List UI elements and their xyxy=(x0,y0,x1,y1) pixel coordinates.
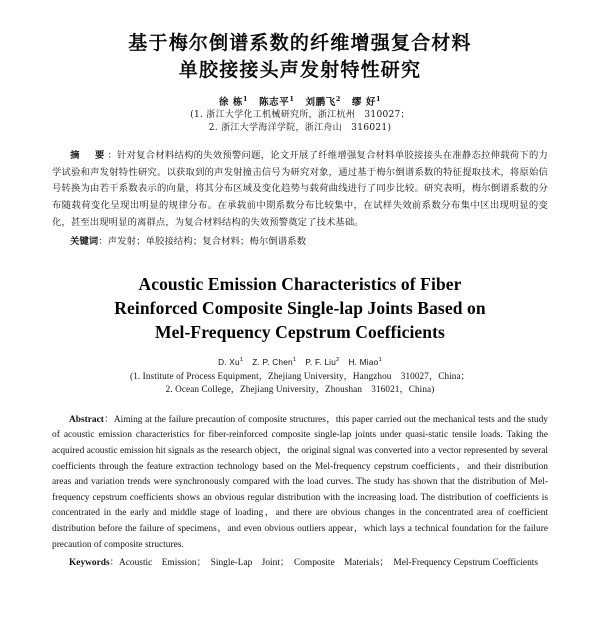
chinese-affiliation-2: 2. 浙江大学海洋学院，浙江舟山 316021) xyxy=(208,123,392,134)
english-abstract-body: ：Aiming at the failure precaution of composite structures，this paper carried out the mechanical tests and the study of acoustic emission characteristics for fiber-reinforced composite single-lap joints under quasi-static tensile loads. Taking the acquired acoustic emission hit signals as the research object，the original signal was converted into a vector represented by several coefficients through the feature extraction technology based on the Mel-frequency cepstrum coefficients，and their distribution areas and variation trends were synchronously compared with the load curves. The study has shown that the distribution of Mel-frequency cepstrum coefficients shows an obvious regular distribution with the increasing load. The distribution of coefficients is concentrated in the early and middle stage of loading，and there are obvious changes in the concentrated area of coefficient distribution before the failure of specimens，and even obvious outliers appear，which lays a technical foundation for the failure precaution of composite structures. xyxy=(52,414,548,550)
chinese-title xyxy=(52,30,548,84)
chinese-title-line-1: 基于梅尔倒谱系数的纤维增强复合材料 xyxy=(128,32,472,54)
chinese-abstract-label: 摘 要 xyxy=(70,150,108,162)
chinese-author-3-affiliation-marker: 2 xyxy=(335,95,341,103)
chinese-affiliations xyxy=(52,109,548,135)
chinese-abstract xyxy=(52,148,548,231)
english-author-3: P. F. Liu xyxy=(305,356,337,367)
chinese-keywords-body: ：声发射；单胶接结构；复合材料；梅尔倒谱系数 xyxy=(98,236,307,248)
english-abstract-label: Abstract xyxy=(69,414,104,425)
english-author-1-affiliation-marker: 1 xyxy=(239,357,244,364)
english-author-2-affiliation-marker: 1 xyxy=(292,357,297,364)
chinese-author-2: 陈志平 xyxy=(259,97,290,109)
chinese-abstract-body: ：针对复合材料结构的失效预警问题，论文开展了纤维增强复合材料单胶接接头在准静态拉伸载荷下的力学试验和声发射特性研究。以获取到的声发射撞击信号为研究对象，通过基于梅尔倒谱系数的特征提取技术，将原始信号转换为由若干系数表示的向量，将其分布区域及变化趋势与载荷曲线进行了同步比较。研究表明，梅尔倒谱系数的分布随载荷变化呈现出明显的规律分布。在承载前中期系数分布比较集中，在试样失效前系数分布集中区出现明显的变化，甚至出现明显的离群点，为复合材料结构的失效预警奠定了技术基础。 xyxy=(52,150,548,228)
chinese-author-1: 徐 栋 xyxy=(218,97,243,109)
english-title-line-1: Acoustic Emission Characteristics of Fiber xyxy=(138,274,462,295)
english-keywords xyxy=(52,556,548,572)
chinese-author-4: 缪 好 xyxy=(351,97,377,109)
english-title-line-2: Reinforced Composite Single-lap Joints Based on xyxy=(114,298,486,319)
english-author-4-affiliation-marker: 1 xyxy=(378,357,382,364)
english-author-3-affiliation-marker: 2 xyxy=(336,357,340,364)
english-title-line-3: Mel-Frequency Cepstrum Coefficients xyxy=(155,322,445,343)
chinese-author-3: 刘鹏飞 xyxy=(305,97,336,109)
english-affiliation-1: (1. Institute of Process Equipment，Zhejiang University，Hangzhou 310027，China； xyxy=(130,370,470,381)
chinese-author-1-affiliation-marker: 1 xyxy=(242,95,249,103)
english-affiliations xyxy=(52,370,548,397)
chinese-author-4-affiliation-marker: 1 xyxy=(376,95,382,103)
english-author-list xyxy=(52,354,548,368)
english-author-2: Z. P. Chen xyxy=(252,356,293,367)
english-abstract xyxy=(52,413,548,553)
english-author-4: H. Miao xyxy=(348,356,379,367)
chinese-author-list xyxy=(52,93,548,109)
chinese-keywords xyxy=(52,234,548,250)
chinese-author-2-affiliation-marker: 1 xyxy=(289,95,295,103)
english-keywords-label: Keywords xyxy=(69,558,110,569)
chinese-title-line-2: 单胶接接头声发射特性研究 xyxy=(178,59,422,81)
document-page xyxy=(0,30,600,618)
english-affiliation-2: 2. Ocean College，Zhejiang University，Zhoushan 316021，China) xyxy=(165,384,435,395)
english-keywords-body: ：Acoustic Emission； Single-Lap Joint； Composite Materials； Mel-Frequency Cepstrum Coefficients xyxy=(109,558,539,569)
chinese-keywords-label: 关键词 xyxy=(70,236,99,248)
chinese-affiliation-1: (1. 浙江大学化工机械研究所，浙江杭州 310027； xyxy=(190,110,410,121)
english-title xyxy=(52,272,548,344)
english-author-1: D. Xu xyxy=(218,356,240,367)
